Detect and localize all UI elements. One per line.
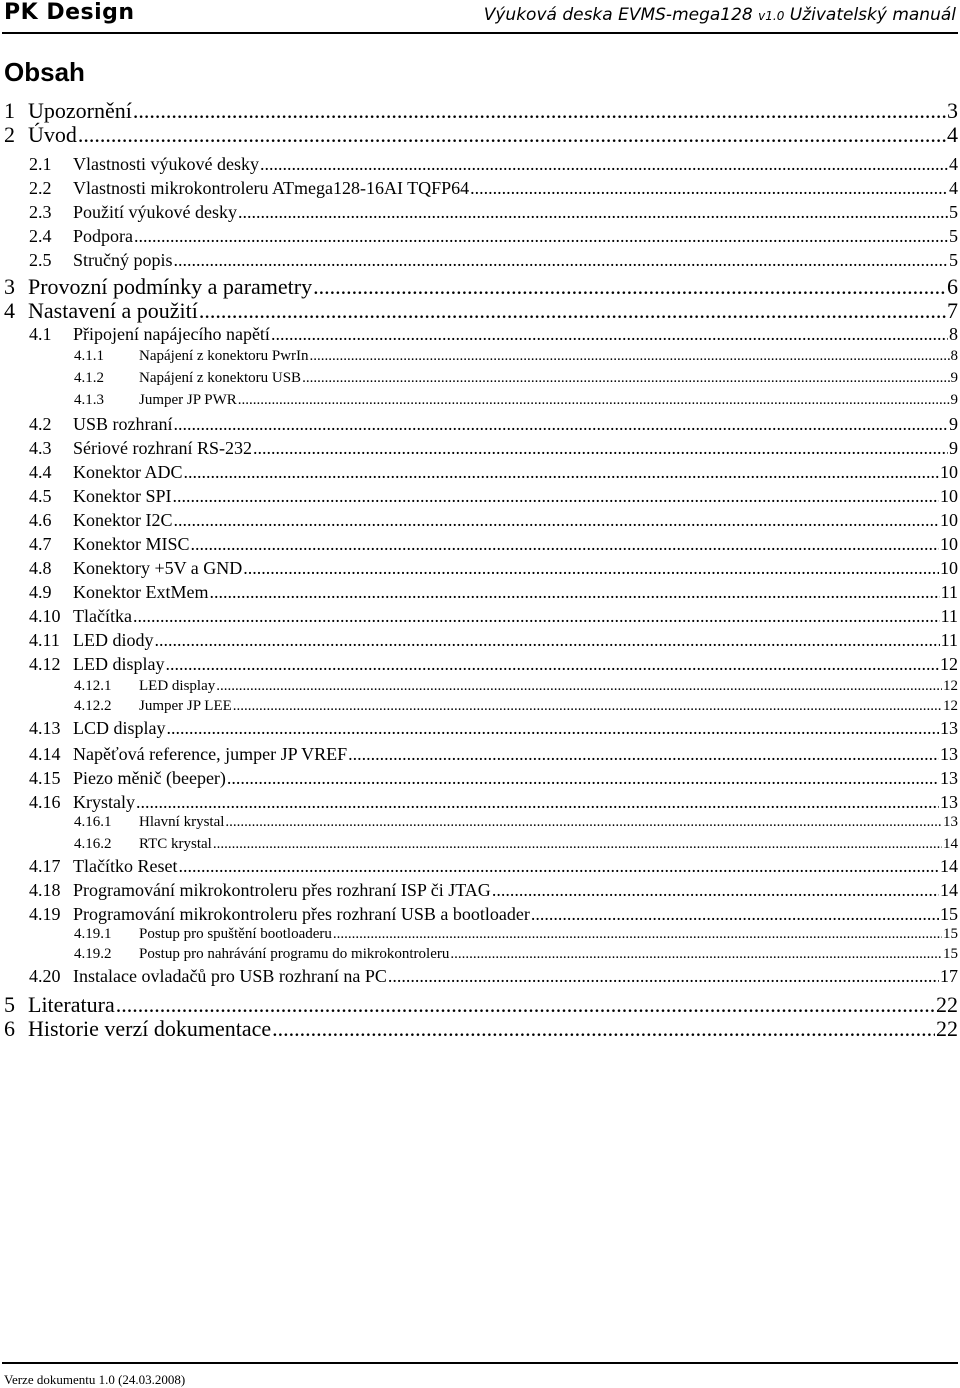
toc-entry[interactable] xyxy=(29,630,958,651)
toc-dot-leader xyxy=(238,392,950,409)
toc-entry-title: Vlastnosti výukové desky xyxy=(73,154,259,174)
toc-dot-leader xyxy=(133,606,940,627)
page-footer xyxy=(2,1362,958,1387)
toc-entry[interactable] xyxy=(74,946,958,963)
toc-entry-page: 10 xyxy=(940,510,958,530)
toc-entry-title: Tlačítko Reset xyxy=(73,856,178,876)
toc-entry-number: 4.1.1 xyxy=(74,348,104,364)
toc-entry[interactable] xyxy=(29,768,958,789)
toc-entry-page: 13 xyxy=(940,744,958,764)
toc-dot-leader xyxy=(178,856,939,877)
toc-entry[interactable] xyxy=(29,792,958,813)
toc-dot-leader xyxy=(225,814,942,831)
toc-dot-leader xyxy=(173,486,940,507)
toc-dot-leader xyxy=(233,698,942,715)
toc-dot-leader xyxy=(136,792,939,813)
toc-entry-page: 9 xyxy=(949,438,958,458)
toc-dot-leader xyxy=(348,744,939,765)
toc-entry[interactable] xyxy=(29,178,958,199)
toc-entry[interactable] xyxy=(29,558,958,579)
toc-heading: Obsah xyxy=(4,57,85,87)
toc-entry[interactable] xyxy=(29,534,958,555)
toc-entry[interactable] xyxy=(74,836,958,853)
toc-entry-number: 2.1 xyxy=(29,154,52,174)
toc-entry[interactable] xyxy=(74,392,958,409)
toc-dot-leader xyxy=(116,992,935,1018)
toc-entry-page: 10 xyxy=(940,534,958,554)
toc-entry-page: 9 xyxy=(950,392,958,408)
toc-entry-title: Konektor ADC xyxy=(73,462,183,482)
toc-dot-leader xyxy=(213,836,942,853)
toc-entry-number: 4.16.1 xyxy=(74,814,112,830)
toc-entry-number: 4.7 xyxy=(29,534,52,554)
toc-dot-leader xyxy=(253,438,948,459)
toc-entry-number: 4.18 xyxy=(29,880,61,900)
toc-dot-leader xyxy=(134,226,948,247)
toc-entry-number: 4.3 xyxy=(29,438,52,458)
toc-entry-page: 12 xyxy=(940,654,958,674)
toc-dot-leader xyxy=(531,904,939,925)
toc-entry-title: Konektor I2C xyxy=(73,510,173,530)
toc-entry[interactable] xyxy=(29,856,958,877)
toc-entry[interactable] xyxy=(74,678,958,695)
toc-entry-title: Postup pro spuštění bootloaderu xyxy=(139,926,332,942)
toc-entry[interactable] xyxy=(4,992,958,1018)
toc-dot-leader xyxy=(216,678,942,695)
toc-dot-leader xyxy=(238,202,948,223)
toc-dot-leader xyxy=(173,510,939,531)
toc-entry-number: 4.1.3 xyxy=(74,392,104,408)
toc-entry[interactable] xyxy=(29,486,958,507)
toc-entry-page: 10 xyxy=(940,486,958,506)
toc-dot-leader xyxy=(209,582,939,603)
toc-entry[interactable] xyxy=(29,226,958,247)
toc-entry-page: 13 xyxy=(940,768,958,788)
toc-entry-title: LCD display xyxy=(73,718,166,738)
toc-entry-number: 4.16 xyxy=(29,792,61,812)
toc-entry-page: 12 xyxy=(943,678,958,694)
toc-entry[interactable] xyxy=(4,274,958,300)
toc-entry-title: Napěťová reference, jumper JP VREF xyxy=(73,744,348,764)
toc-entry[interactable] xyxy=(29,324,958,345)
toc-entry-page: 6 xyxy=(947,274,958,299)
toc-entry[interactable] xyxy=(29,904,958,925)
toc-entry-title: Programování mikrokontroleru přes rozhraní USB a bootloader xyxy=(73,904,530,924)
toc-dot-leader xyxy=(470,178,948,199)
toc-entry[interactable] xyxy=(29,654,958,675)
toc-entry-page: 3 xyxy=(947,98,958,123)
document-title-suffix: Uživatelský manuál xyxy=(784,5,956,25)
toc-entry-title: Vlastnosti mikrokontroleru ATmega128-16AI TQFP64 xyxy=(73,178,470,198)
toc-dot-leader xyxy=(492,880,939,901)
toc-entry-number: 4.19.1 xyxy=(74,926,112,942)
toc-entry-page: 15 xyxy=(943,946,958,962)
toc-dot-leader xyxy=(333,926,942,943)
toc-entry-page: 22 xyxy=(936,1016,958,1041)
toc-entry-title: Napájení z konektoru PwrIn xyxy=(139,348,309,364)
toc-entry-title: RTC krystal xyxy=(139,836,212,852)
toc-entry-number: 4.12.2 xyxy=(74,698,112,714)
document-title xyxy=(484,5,956,25)
toc-dot-leader xyxy=(243,558,939,579)
toc-entry-title: Programování mikrokontroleru přes rozhraní ISP či JTAG xyxy=(73,880,491,900)
toc-entry-title: Konektor SPI xyxy=(73,486,172,506)
toc-dot-leader xyxy=(313,274,946,300)
toc-entry-number: 4.13 xyxy=(29,718,61,738)
toc-entry-title: Podpora xyxy=(73,226,133,246)
toc-entry-page: 9 xyxy=(950,370,958,386)
toc-entry-title: Instalace ovladačů pro USB rozhraní na PC xyxy=(73,966,387,986)
toc-entry-number: 4.5 xyxy=(29,486,52,506)
toc-entry-page: 11 xyxy=(940,630,958,650)
toc-entry-page: 15 xyxy=(943,926,958,942)
toc-entry[interactable] xyxy=(4,98,958,124)
toc-entry-title: Napájení z konektoru USB xyxy=(139,370,302,386)
toc-entry-page: 13 xyxy=(943,814,958,830)
toc-entry-page: 4 xyxy=(947,122,958,147)
toc-entry-number: 4.17 xyxy=(29,856,61,876)
toc-entry[interactable] xyxy=(74,814,958,831)
toc-entry-page: 8 xyxy=(949,324,958,344)
toc-entry[interactable] xyxy=(29,966,958,987)
toc-entry-page: 22 xyxy=(936,992,958,1017)
toc-dot-leader xyxy=(133,98,946,124)
toc-entry-title: Provozní podmínky a parametry xyxy=(28,274,313,299)
toc-dot-leader xyxy=(388,966,939,987)
toc-entry-page: 13 xyxy=(940,792,958,812)
toc-entry-number: 4.1.2 xyxy=(74,370,104,386)
toc-entry-number: 4.19 xyxy=(29,904,61,924)
toc-entry-title: LED display xyxy=(73,654,165,674)
toc-entry-title: Krystaly xyxy=(73,792,135,812)
toc-entry-number: 4.1 xyxy=(29,324,52,344)
toc-entry-title: Úvod xyxy=(28,122,77,147)
toc-entry[interactable] xyxy=(29,154,958,175)
toc-dot-leader xyxy=(173,414,948,435)
document-version: v1.0 xyxy=(758,9,785,23)
toc-entry-title: Hlavní krystal xyxy=(139,814,225,830)
toc-entry[interactable] xyxy=(4,122,958,148)
toc-entry-number: 2 xyxy=(4,122,15,147)
toc-entry[interactable] xyxy=(29,510,958,531)
toc-entry[interactable] xyxy=(29,744,958,765)
toc-entry-title: Jumper JP LEE xyxy=(139,698,232,714)
toc-entry-title: LED diody xyxy=(73,630,154,650)
toc-entry[interactable] xyxy=(74,348,958,365)
toc-entry-page: 9 xyxy=(949,414,958,434)
toc-dot-leader xyxy=(166,654,940,675)
toc-entry[interactable] xyxy=(74,370,958,387)
toc-entry-page: 4 xyxy=(949,154,958,174)
toc-entry-number: 5 xyxy=(4,992,15,1017)
toc-entry-title: Jumper JP PWR xyxy=(139,392,237,408)
toc-dot-leader xyxy=(167,718,940,739)
toc-entry-number: 2.5 xyxy=(29,250,52,270)
toc-entry-number: 4.10 xyxy=(29,606,61,626)
footer-version: Verze dokumentu 1.0 (24.03.2008) xyxy=(4,1372,186,1387)
toc-entry-page: 14 xyxy=(940,880,958,900)
toc-entry-number: 3 xyxy=(4,274,15,299)
toc-dot-leader xyxy=(174,250,948,271)
toc-entry-number: 4.15 xyxy=(29,768,61,788)
toc-entry-title: Použití výukové desky xyxy=(73,202,237,222)
toc-entry-page: 5 xyxy=(949,202,958,222)
toc-entry-title: Upozornění xyxy=(28,98,132,123)
toc-entry-page: 11 xyxy=(940,582,958,602)
toc-entry-number: 4.4 xyxy=(29,462,52,482)
toc-dot-leader xyxy=(450,946,942,963)
toc-dot-leader xyxy=(310,348,950,365)
toc-entry-title: Konektor ExtMem xyxy=(73,582,209,602)
toc-entry-title: Připojení napájecího napětí xyxy=(73,324,270,344)
toc-entry-page: 4 xyxy=(949,178,958,198)
toc-dot-leader xyxy=(272,1016,935,1042)
toc-entry[interactable] xyxy=(29,414,958,435)
toc-entry-title: Konektor MISC xyxy=(73,534,190,554)
toc-entry-title: Konektory +5V a GND xyxy=(73,558,243,578)
toc-entry-title: USB rozhraní xyxy=(73,414,173,434)
toc-entry[interactable] xyxy=(29,606,958,627)
toc-dot-leader xyxy=(191,534,940,555)
toc-dot-leader xyxy=(260,154,948,175)
toc-entry-number: 6 xyxy=(4,1016,15,1041)
toc-entry-number: 2.2 xyxy=(29,178,52,198)
toc-entry-title: Piezo měnič (beeper) xyxy=(73,768,226,788)
toc-entry-page: 14 xyxy=(943,836,958,852)
toc-entry-title: Tlačítka xyxy=(73,606,132,626)
toc-entry[interactable] xyxy=(29,880,958,901)
toc-entry-title: LED display xyxy=(139,678,216,694)
toc-entry-number: 4.2 xyxy=(29,414,52,434)
toc-entry-title: Historie verzí dokumentace xyxy=(28,1016,272,1041)
toc-entry-page: 14 xyxy=(940,856,958,876)
toc-entry-page: 5 xyxy=(949,250,958,270)
toc-entry[interactable] xyxy=(29,202,958,223)
toc-entry-number: 2.4 xyxy=(29,226,52,246)
company-logo: PK Design xyxy=(4,0,135,25)
toc-entry-page: 11 xyxy=(940,606,958,626)
toc-entry[interactable] xyxy=(29,250,958,271)
toc-entry-title: Postup pro nahrávání programu do mikrokontroleru xyxy=(139,946,450,962)
toc-dot-leader xyxy=(78,122,946,148)
toc-entry[interactable] xyxy=(29,718,958,739)
toc-entry-number: 4.16.2 xyxy=(74,836,112,852)
toc-entry-title: Literatura xyxy=(28,992,115,1017)
toc-entry-page: 15 xyxy=(940,904,958,924)
toc-entry-page: 7 xyxy=(947,298,958,323)
toc-entry-page: 13 xyxy=(940,718,958,738)
toc-entry-number: 4.8 xyxy=(29,558,52,578)
toc-entry-number: 4.19.2 xyxy=(74,946,112,962)
toc-entry-number: 4.14 xyxy=(29,744,61,764)
toc-entry-number: 1 xyxy=(4,98,15,123)
toc-entry[interactable] xyxy=(29,438,958,459)
toc-entry-number: 4 xyxy=(4,298,15,323)
toc-entry[interactable] xyxy=(4,1016,958,1042)
toc-dot-leader xyxy=(184,462,940,483)
toc-dot-leader xyxy=(199,298,946,324)
toc-entry-page: 12 xyxy=(943,698,958,714)
toc-entry-page: 10 xyxy=(940,462,958,482)
toc-entry[interactable] xyxy=(74,698,958,715)
toc-entry[interactable] xyxy=(29,462,958,483)
toc-entry-page: 10 xyxy=(940,558,958,578)
toc-entry-page: 17 xyxy=(940,966,958,986)
toc-entry-number: 4.20 xyxy=(29,966,61,986)
toc-entry-number: 4.11 xyxy=(29,630,60,650)
toc-entry-number: 4.6 xyxy=(29,510,52,530)
toc-entry-number: 4.12 xyxy=(29,654,61,674)
toc-entry-number: 4.12.1 xyxy=(74,678,112,694)
document-title-main: Výuková deska EVMS-mega128 xyxy=(483,5,759,25)
toc-entry-title: Nastavení a použití xyxy=(28,298,198,323)
toc-entry-number: 2.3 xyxy=(29,202,52,222)
toc-entry[interactable] xyxy=(74,926,958,943)
toc-dot-leader xyxy=(302,370,949,387)
toc-dot-leader xyxy=(271,324,948,345)
toc-entry-number: 4.9 xyxy=(29,582,52,602)
toc-dot-leader xyxy=(155,630,940,651)
toc-entry[interactable] xyxy=(4,298,958,324)
toc-entry-page: 5 xyxy=(949,226,958,246)
toc-entry[interactable] xyxy=(29,582,958,603)
page-header xyxy=(2,0,958,34)
toc-dot-leader xyxy=(227,768,939,789)
toc-entry-title: Sériové rozhraní RS-232 xyxy=(73,438,252,458)
toc-entry-page: 8 xyxy=(950,348,958,364)
toc-entry-title: Stručný popis xyxy=(73,250,173,270)
